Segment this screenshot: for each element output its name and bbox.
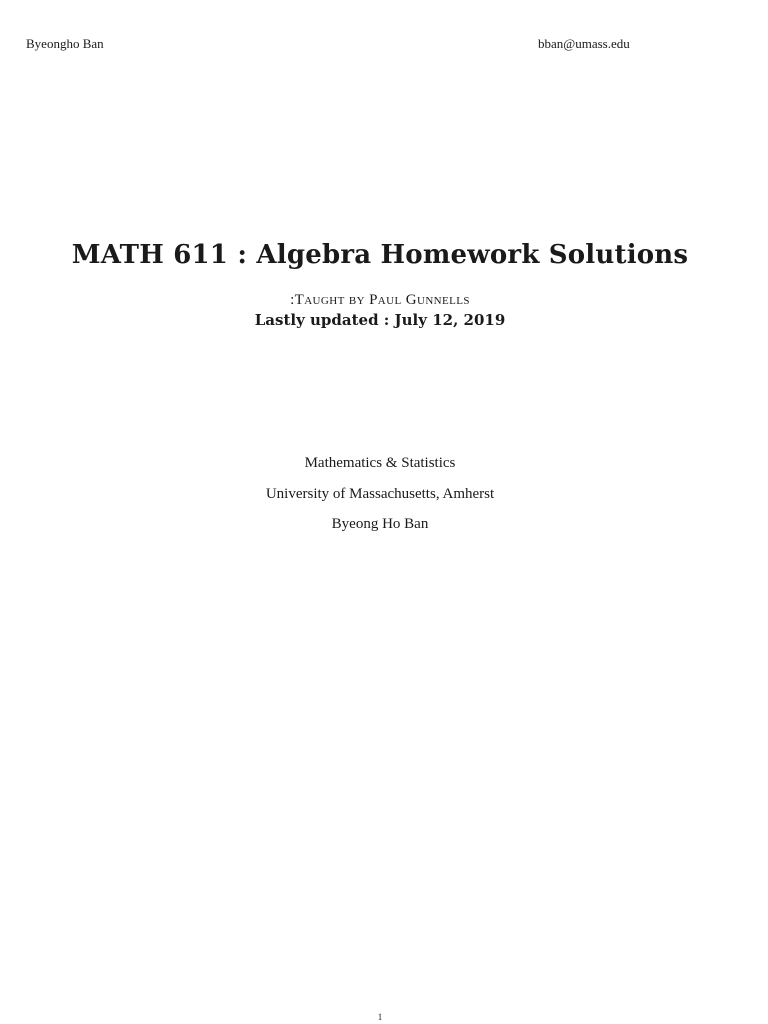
last-updated: Lastly updated : July 12, 2019 xyxy=(254,311,506,329)
taught-by: :Taught by Paul Gunnells xyxy=(290,292,470,308)
affiliation-university: University of Massachusetts, Amherst xyxy=(265,486,495,502)
document-title: MATH 611 : Algebra Homework Solutions xyxy=(71,240,689,270)
page-number: 1 xyxy=(377,1012,383,1022)
affiliation-department: Mathematics & Statistics xyxy=(304,455,456,471)
header-email: bban@umass.edu xyxy=(538,36,630,51)
header-author: Byeongho Ban xyxy=(26,36,104,51)
affiliation-author: Byeong Ho Ban xyxy=(331,516,429,532)
